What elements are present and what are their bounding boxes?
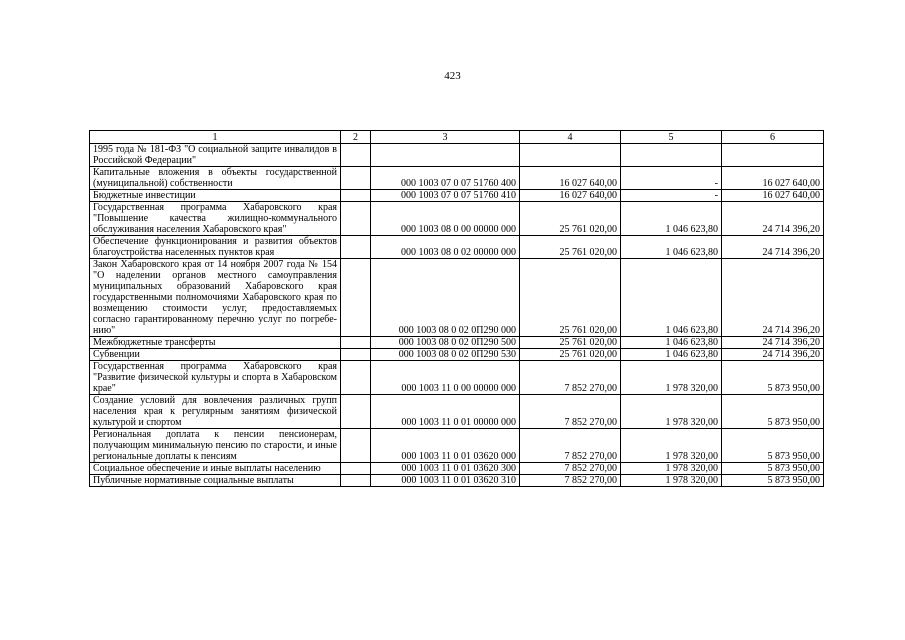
row-amount-total-cell: 24 714 396,20: [722, 259, 824, 337]
row-amount-change-cell: 1 046 623,80: [621, 202, 722, 236]
table-row: [90, 167, 824, 190]
row-col2-cell: [341, 190, 371, 202]
table-row: [90, 144, 824, 167]
row-col2-cell: [341, 395, 371, 429]
row-name-cell: Капитальные вложения в объекты государственной (муниципальной) собственности: [90, 167, 341, 190]
row-name-cell: Социальное обеспечение и иные выплаты населению: [90, 463, 341, 475]
row-code-cell: 000 1003 11 0 01 03620 310: [371, 475, 520, 487]
row-col2-cell: [341, 236, 371, 259]
row-amount-change-cell: 1 046 623,80: [621, 236, 722, 259]
column-header: 4: [520, 131, 621, 144]
row-amount-change-cell: -: [621, 190, 722, 202]
row-amount-planned-cell: 7 852 270,00: [520, 361, 621, 395]
table-row: [90, 463, 824, 475]
row-col2-cell: [341, 144, 371, 167]
row-code-cell: 000 1003 11 0 01 00000 000: [371, 395, 520, 429]
row-name-cell: Создание условий для вовлечения различных групп населения края к регулярным занятиям физической культурой и спортом: [90, 395, 341, 429]
table-header-row: [90, 131, 824, 144]
row-amount-total-cell: 24 714 396,20: [722, 202, 824, 236]
row-name-cell: Межбюджетные трансферты: [90, 337, 341, 349]
column-header: 6: [722, 131, 824, 144]
table-row: [90, 429, 824, 463]
row-code-cell: 000 1003 08 0 02 0П290 530: [371, 349, 520, 361]
row-code-cell: 000 1003 11 0 00 00000 000: [371, 361, 520, 395]
row-amount-change-cell: 1 978 320,00: [621, 475, 722, 487]
row-amount-change-cell: 1 046 623,80: [621, 259, 722, 337]
row-col2-cell: [341, 259, 371, 337]
row-col2-cell: [341, 463, 371, 475]
row-code-cell: 000 1003 07 0 07 51760 400: [371, 167, 520, 190]
table-row: [90, 259, 824, 337]
row-amount-planned-cell: [520, 144, 621, 167]
row-col2-cell: [341, 361, 371, 395]
row-amount-planned-cell: 16 027 640,00: [520, 190, 621, 202]
row-amount-total-cell: 5 873 950,00: [722, 395, 824, 429]
row-amount-planned-cell: 7 852 270,00: [520, 463, 621, 475]
row-amount-change-cell: 1 046 623,80: [621, 337, 722, 349]
row-col2-cell: [341, 349, 371, 361]
row-amount-total-cell: 16 027 640,00: [722, 167, 824, 190]
row-code-cell: 000 1003 07 0 07 51760 410: [371, 190, 520, 202]
row-amount-planned-cell: 25 761 020,00: [520, 337, 621, 349]
column-header: 2: [341, 131, 371, 144]
row-amount-total-cell: 5 873 950,00: [722, 463, 824, 475]
row-amount-planned-cell: 7 852 270,00: [520, 475, 621, 487]
table-row: [90, 202, 824, 236]
row-amount-change-cell: 1 978 320,00: [621, 361, 722, 395]
table-body: [90, 144, 824, 487]
row-amount-total-cell: 16 027 640,00: [722, 190, 824, 202]
row-amount-change-cell: 1 978 320,00: [621, 395, 722, 429]
row-amount-total-cell: 24 714 396,20: [722, 349, 824, 361]
column-header: 3: [371, 131, 520, 144]
table-row: [90, 361, 824, 395]
row-name-cell: Публичные нормативные социальные выплаты: [90, 475, 341, 487]
table-row: [90, 337, 824, 349]
row-amount-total-cell: 24 714 396,20: [722, 236, 824, 259]
column-header: 1: [90, 131, 341, 144]
row-amount-change-cell: [621, 144, 722, 167]
row-col2-cell: [341, 202, 371, 236]
row-amount-planned-cell: 25 761 020,00: [520, 259, 621, 337]
row-code-cell: 000 1003 11 0 01 03620 300: [371, 463, 520, 475]
row-code-cell: 000 1003 08 0 02 0П290 000: [371, 259, 520, 337]
row-code-cell: 000 1003 08 0 02 00000 000: [371, 236, 520, 259]
row-name-cell: Государственная программа Хабаровского края "Повышение качества жилищно-коммунального обслуживания населения Хабаровского края": [90, 202, 341, 236]
row-amount-change-cell: -: [621, 167, 722, 190]
row-name-cell: Обеспечение функционирования и развития объектов благоустройства населенных пунктов края: [90, 236, 341, 259]
row-col2-cell: [341, 429, 371, 463]
row-amount-total-cell: 5 873 950,00: [722, 361, 824, 395]
row-col2-cell: [341, 337, 371, 349]
row-code-cell: 000 1003 11 0 01 03620 000: [371, 429, 520, 463]
row-amount-total-cell: 24 714 396,20: [722, 337, 824, 349]
row-amount-change-cell: 1 978 320,00: [621, 429, 722, 463]
row-amount-change-cell: 1 046 623,80: [621, 349, 722, 361]
row-amount-planned-cell: 25 761 020,00: [520, 202, 621, 236]
row-amount-planned-cell: 7 852 270,00: [520, 395, 621, 429]
row-name-cell: Субвенции: [90, 349, 341, 361]
row-name-cell: 1995 года № 181-ФЗ "О социальной защите инвалидов в Российской Федерации": [90, 144, 341, 167]
row-code-cell: 000 1003 08 0 00 00000 000: [371, 202, 520, 236]
column-header: 5: [621, 131, 722, 144]
row-name-cell: Региональная доплата к пенсии пенсионерам, получающим минимальную пенсию по старости, и иные региональные доплаты к пенсиям: [90, 429, 341, 463]
row-code-cell: [371, 144, 520, 167]
row-name-cell: Закон Хабаровского края от 14 ноября 2007 года № 154 "О наделении органов местного самоуправления муниципальных образований Хабаровского края государственными полномочиями Хабаровского края по возмещению стоимости услуг, предоставляемых согласно гарантированному перечню услуг по погребению": [90, 259, 341, 337]
table-row: [90, 190, 824, 202]
row-amount-total-cell: 5 873 950,00: [722, 475, 824, 487]
table-row: [90, 475, 824, 487]
table-row: [90, 236, 824, 259]
row-amount-total-cell: 5 873 950,00: [722, 429, 824, 463]
row-name-cell: Бюджетные инвестиции: [90, 190, 341, 202]
row-col2-cell: [341, 167, 371, 190]
row-amount-planned-cell: 25 761 020,00: [520, 349, 621, 361]
table-row: [90, 349, 824, 361]
row-code-cell: 000 1003 08 0 02 0П290 500: [371, 337, 520, 349]
row-amount-planned-cell: 7 852 270,00: [520, 429, 621, 463]
row-amount-change-cell: 1 978 320,00: [621, 463, 722, 475]
table-row: [90, 395, 824, 429]
row-amount-planned-cell: 16 027 640,00: [520, 167, 621, 190]
row-amount-total-cell: [722, 144, 824, 167]
row-name-cell: Государственная программа Хабаровского края "Развитие физической культуры и спорта в Хабаровском крае": [90, 361, 341, 395]
row-amount-planned-cell: 25 761 020,00: [520, 236, 621, 259]
row-col2-cell: [341, 475, 371, 487]
page-number: 423: [444, 70, 461, 82]
budget-table: [89, 130, 824, 487]
